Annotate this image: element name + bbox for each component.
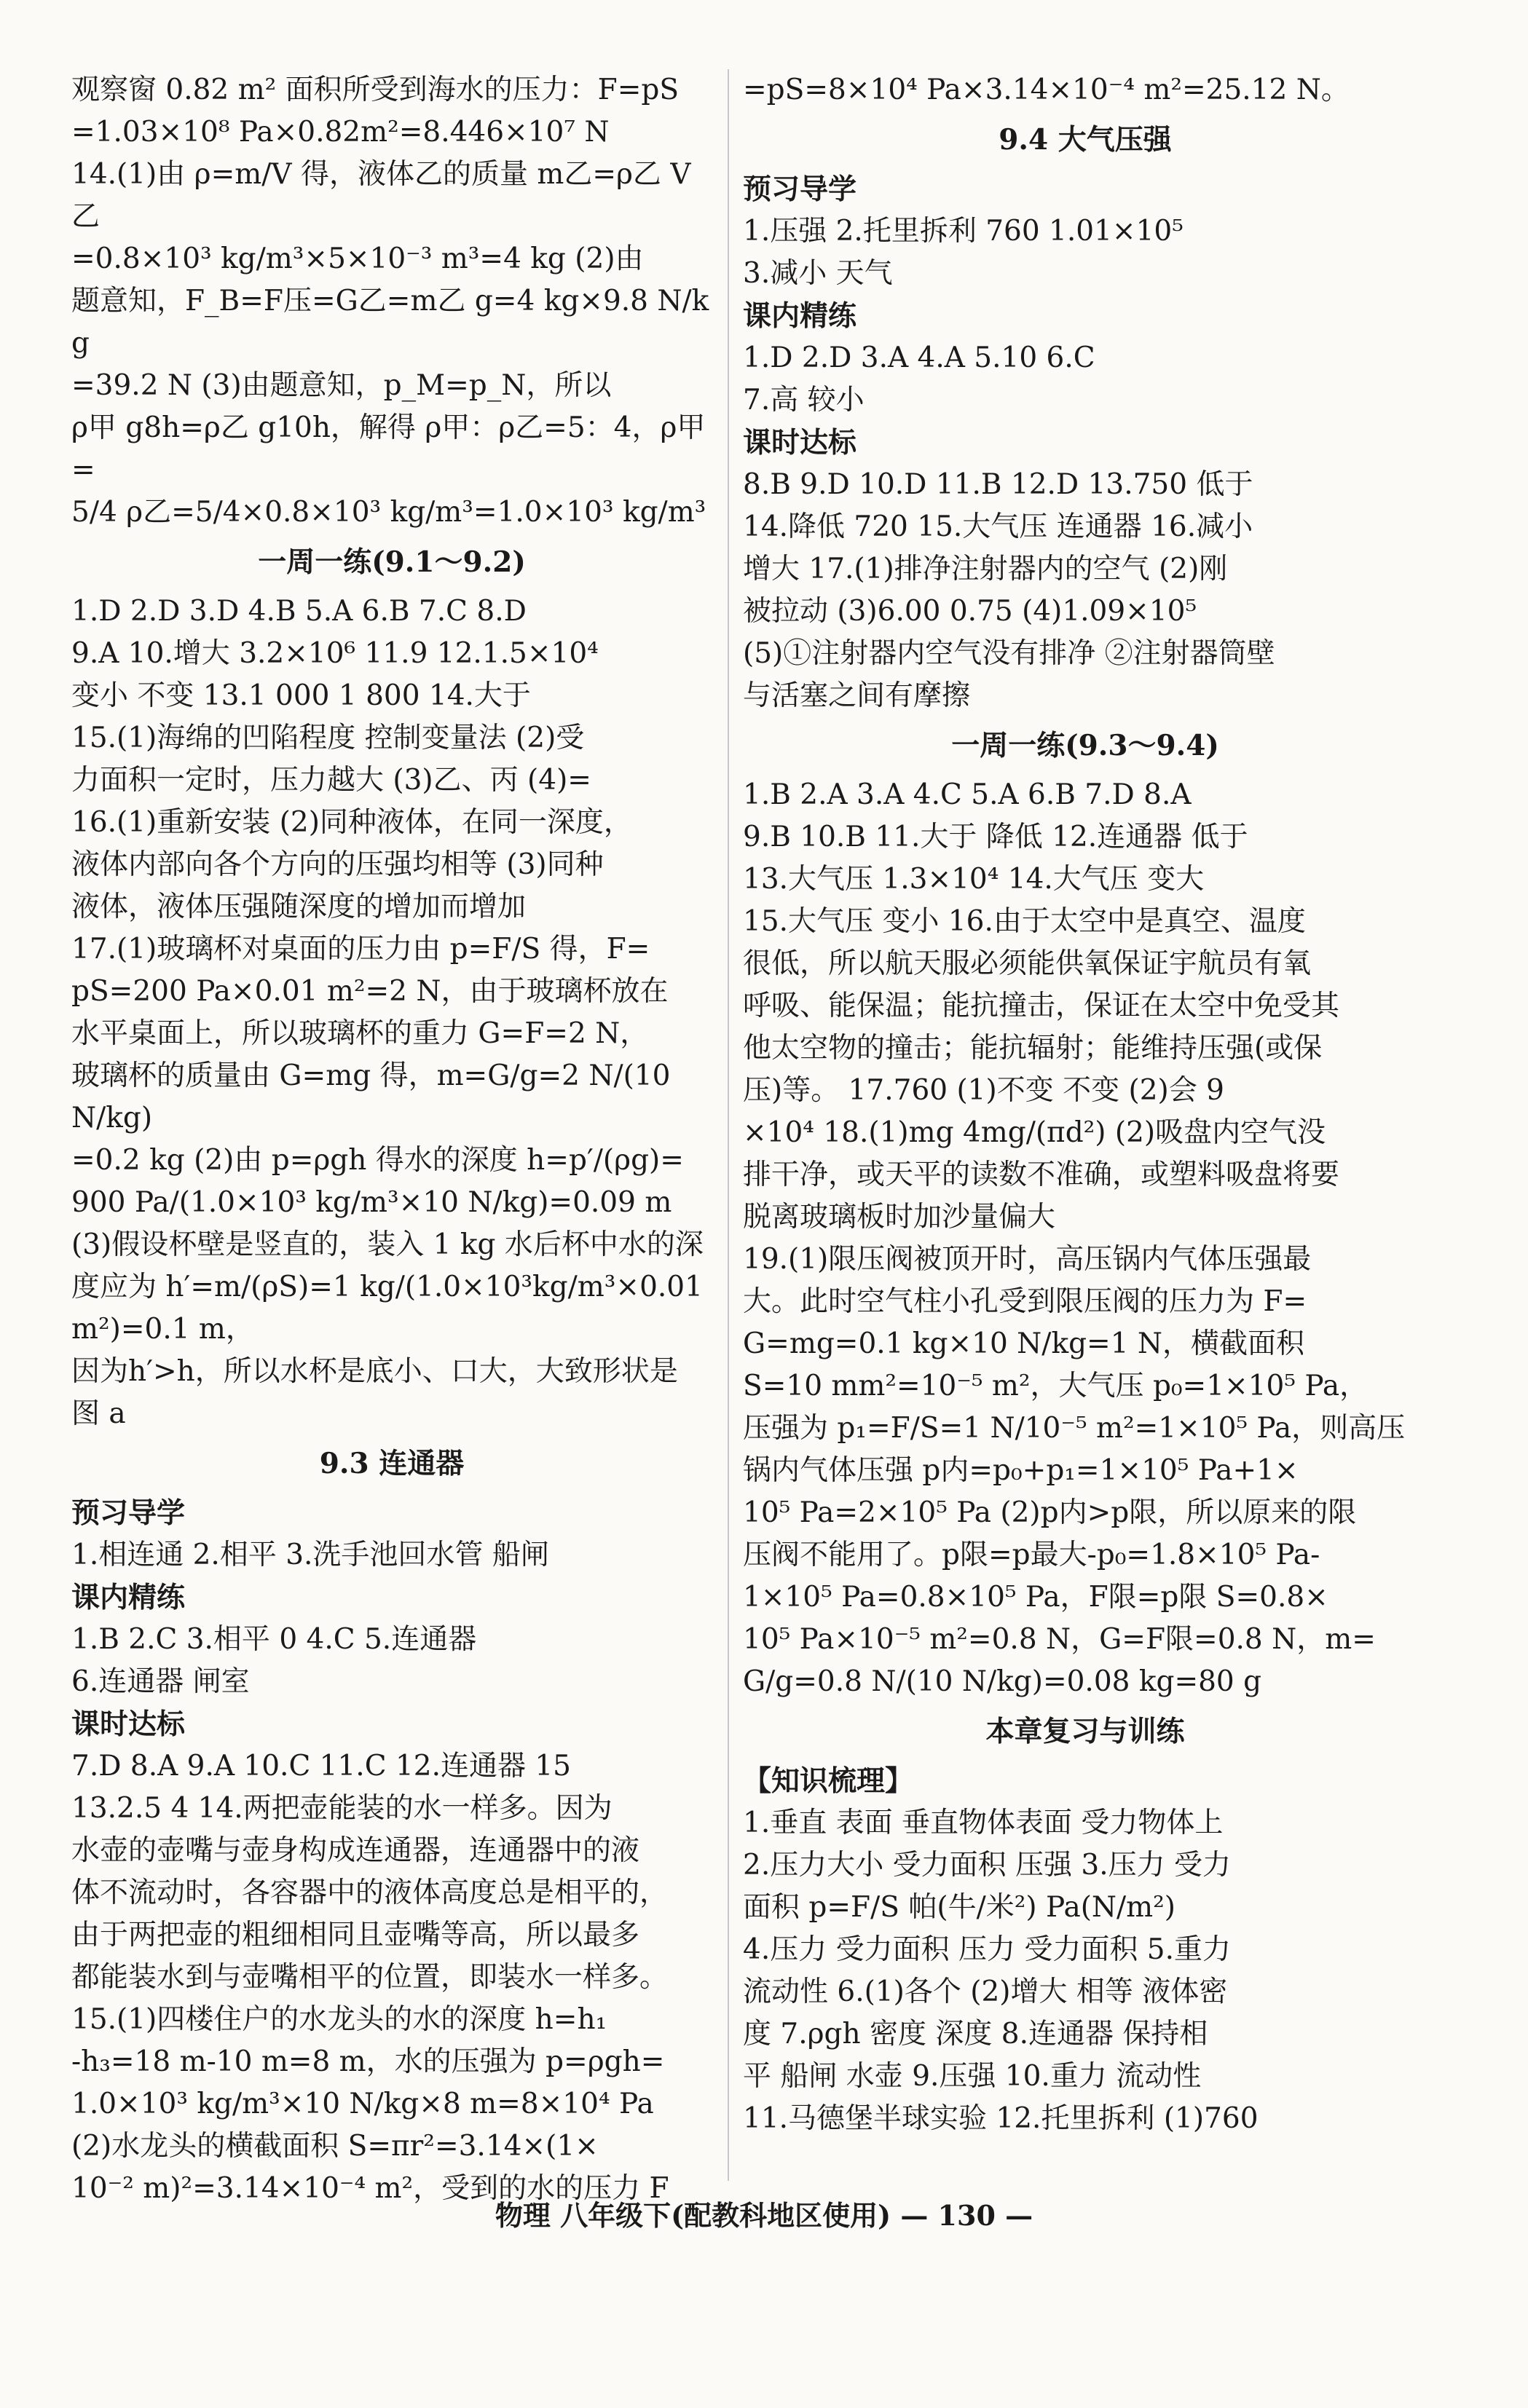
text-line: 15.(1)四楼住户的水龙头的水的深度 h=h₁ (71, 2003, 607, 2036)
text-line: =39.2 N (3)由题意知，p_M=p_N，所以 (71, 369, 612, 402)
text-line: 1×10⁵ Pa=0.8×10⁵ Pa，F限=p限 S=0.8× (743, 1581, 1328, 1614)
text-line: 大。此时空气柱小孔受到限压阀的压力为 F= (743, 1285, 1307, 1318)
text-line: 液体内部向各个方向的压强均相等 (3)同种 (71, 848, 604, 881)
column-divider (728, 69, 729, 2181)
text-line: 7.高 较小 (743, 384, 865, 417)
text-line: 压阀不能用了。p限=p最大-p₀=1.8×10⁵ Pa- (743, 1539, 1320, 1571)
text-line: 流动性 6.(1)各个 (2)增大 相等 液体密 (743, 1975, 1228, 2008)
text-line: 他太空物的撞击；能抗辐射；能维持压强(或保 (743, 1032, 1323, 1065)
text-line: 16.(1)重新安装 (2)同种液体，在同一深度， (71, 806, 632, 839)
text-line: 8.B 9.D 10.D 11.B 12.D 13.750 低于 (743, 468, 1253, 501)
text-line: 呼吸、能保温；能抗撞击，保证在太空中免受其 (743, 990, 1340, 1022)
text-line: 液体，液体压强随深度的增加而增加 (71, 891, 527, 923)
left-column (71, 69, 712, 2210)
text-line: 9.B 10.B 11.大于 降低 12.连通器 低于 (743, 821, 1248, 853)
text-line: 很低，所以航天服必须能供氧保证宇航员有氧 (743, 947, 1312, 980)
text-line: 因为h′>h，所以水杯是底小、口大，大致形状是 (71, 1355, 678, 1388)
text-line: 压强为 p₁=F/S=1 N/10⁻⁵ m²=1×10⁵ Pa，则高压 (743, 1412, 1406, 1445)
text-line: (5)①注射器内空气没有排净 ②注射器筒壁 (743, 637, 1275, 670)
text-line: S=10 mm²=10⁻⁵ m²，大气压 p₀=1×10⁵ Pa， (743, 1370, 1368, 1402)
section-title: 9.4 大气压强 (999, 123, 1172, 157)
text-line: 14.(1)由 ρ=m/V 得，液体乙的质量 m乙=ρ乙 V乙 (71, 158, 691, 233)
text-line: 体不流动时，各容器中的液体高度总是相平的， (71, 1876, 669, 1909)
text-line: 1.D 2.D 3.D 4.B 5.A 6.B 7.C 8.D (71, 595, 527, 628)
text-line: 脱离玻璃板时加沙量偏大 (743, 1201, 1056, 1233)
text-line: 19.(1)限压阀被顶开时，高压锅内气体压强最 (743, 1243, 1312, 1276)
subsection-title: 预习导学 (743, 173, 857, 206)
text-line: 3.减小 天气 (743, 257, 893, 290)
right-column (743, 69, 1427, 2140)
text-line: 与活塞之间有摩擦 (743, 679, 971, 712)
text-line: 11.马德堡半球实验 12.托里拆利 (1)760 (743, 2102, 1259, 2135)
text-line: 题意知，F_B=F压=G乙=m乙 g=4 kg×9.8 N/kg (71, 285, 709, 360)
text-line: 4.压力 受力面积 压力 受力面积 5.重力 (743, 1933, 1232, 1966)
text-line: 5/4 ρ乙=5/4×0.8×10³ kg/m³=1.0×10³ kg/m³ (71, 496, 706, 529)
text-line: 900 Pa/(1.0×10³ kg/m³×10 N/kg)=0.09 m (71, 1186, 672, 1219)
text-line: 增大 17.(1)排净注射器内的空气 (2)刚 (743, 553, 1228, 585)
subsection-title: 【知识梳理】 (743, 1764, 914, 1798)
text-line: 力面积一定时，压力越大 (3)乙、丙 (4)= (71, 764, 591, 797)
text-line: 锅内气体压强 p内=p₀+p₁=1×10⁵ Pa+1× (743, 1454, 1299, 1487)
text-line: 1.0×10³ kg/m³×10 N/kg×8 m=8×10⁴ Pa (71, 2088, 654, 2120)
text-line: 水平桌面上，所以玻璃杯的重力 G=F=2 N， (71, 1017, 649, 1050)
text-line: 由于两把壶的粗细相同且壶嘴等高，所以最多 (71, 1919, 640, 1951)
text-line: 7.D 8.A 9.A 10.C 11.C 12.连通器 15 (71, 1750, 571, 1783)
section-title: 一周一练(9.3～9.4) (951, 729, 1219, 762)
text-line: 度应为 h′=m/(ρS)=1 kg/(1.0×10³kg/m³×0.01m²)=0.1 m， (71, 1271, 703, 1346)
subsection-title: 课内精练 (71, 1581, 186, 1614)
text-line: 15.大气压 变小 16.由于太空中是真空、温度 (743, 905, 1306, 938)
text-line: =0.2 kg (2)由 p=ρgh 得水的深度 h=p′/(ρg)= (71, 1144, 684, 1177)
text-line: 15.(1)海绵的凹陷程度 控制变量法 (2)受 (71, 722, 585, 754)
text-line: 变小 不变 13.1 000 1 800 14.大于 (71, 679, 531, 712)
text-line: 1.垂直 表面 垂直物体表面 受力物体上 (743, 1807, 1224, 1839)
section-title: 9.3 连通器 (319, 1447, 465, 1480)
text-line: 9.A 10.增大 3.2×10⁶ 11.9 12.1.5×10⁴ (71, 637, 599, 670)
text-line: 10⁵ Pa×10⁻⁵ m²=0.8 N，G=F限=0.8 N，m= (743, 1623, 1376, 1656)
text-line: 水壶的壶嘴与壶身构成连通器，连通器中的液 (71, 1834, 640, 1867)
text-line: ρ甲 g8h=ρ乙 g10h，解得 ρ甲：ρ乙=5：4，ρ甲= (71, 411, 706, 486)
text-line: 玻璃杯的质量由 G=mg 得，m=G/g=2 N/(10 N/kg) (71, 1059, 680, 1134)
text-line: 1.D 2.D 3.A 4.A 5.10 6.C (743, 342, 1095, 374)
text-line: 1.B 2.C 3.相平 0 4.C 5.连通器 (71, 1623, 477, 1656)
text-line: G/g=0.8 N/(10 N/kg)=0.08 kg=80 g (743, 1665, 1262, 1698)
text-line: 平 船闸 水壶 9.压强 10.重力 流动性 (743, 2060, 1202, 2093)
text-line: 1.B 2.A 3.A 4.C 5.A 6.B 7.D 8.A (743, 778, 1192, 811)
text-line: 压)等。 17.760 (1)不变 不变 (2)会 9 (743, 1074, 1224, 1107)
text-line: =1.03×10⁸ Pa×0.82m²=8.446×10⁷ N (71, 116, 610, 149)
text-line: 14.降低 720 15.大气压 连通器 16.减小 (743, 510, 1253, 543)
subsection-title: 课时达标 (71, 1708, 186, 1741)
text-line: 度 7.ρgh 密度 深度 8.连通器 保持相 (743, 2018, 1208, 2050)
text-line: 面积 p=F/S 帕(牛/米²) Pa(N/m²) (743, 1891, 1176, 1924)
text-line: 1.相连通 2.相平 3.洗手池回水管 船闸 (71, 1539, 549, 1571)
text-line: 13.大气压 1.3×10⁴ 14.大气压 变大 (743, 863, 1205, 896)
text-line: 2.压力大小 受力面积 压强 3.压力 受力 (743, 1849, 1232, 1882)
text-line: 1.压强 2.托里拆利 760 1.01×10⁵ (743, 215, 1184, 248)
text-line: 排干净，或天平的读数不准确，或塑料吸盘将要 (743, 1158, 1340, 1191)
subsection-title: 课时达标 (743, 426, 857, 459)
text-line: 10⁻² m)²=3.14×10⁻⁴ m²，受到的水的压力 F (71, 2172, 669, 2205)
text-line: 17.(1)玻璃杯对桌面的压力由 p=F/S 得，F= (71, 933, 650, 966)
text-line: =0.8×10³ kg/m³×5×10⁻³ m³=4 kg (2)由 (71, 242, 644, 275)
text-line: G=mg=0.1 kg×10 N/kg=1 N，横截面积 (743, 1327, 1305, 1360)
text-line: (2)水龙头的横截面积 S=πr²=3.14×(1× (71, 2130, 599, 2163)
text-line: 13.2.5 4 14.两把壶能装的水一样多。因为 (71, 1792, 613, 1825)
text-line: pS=200 Pa×0.01 m²=2 N，由于玻璃杯放在 (71, 975, 669, 1008)
section-title: 本章复习与训练 (985, 1715, 1185, 1748)
text-line: =pS=8×10⁴ Pa×3.14×10⁻⁴ m²=25.12 N。 (743, 74, 1350, 106)
footer-label: 物理 八年级下(配教科地区使用) (495, 2199, 891, 2232)
text-line: 图 a (71, 1397, 126, 1430)
text-line: 被拉动 (3)6.00 0.75 (4)1.09×10⁵ (743, 595, 1197, 628)
text-line: 10⁵ Pa=2×10⁵ Pa (2)p内>p限，所以原来的限 (743, 1496, 1357, 1529)
text-line: 都能装水到与壶嘴相平的位置，即装水一样多。 (71, 1961, 669, 1994)
text-line: 观察窗 0.82 m² 面积所受到海水的压力：F=pS (71, 74, 680, 106)
text-line: (3)假设杯壁是竖直的，装入 1 kg 水后杯中水的深 (71, 1228, 704, 1261)
text-line: ×10⁴ 18.(1)mg 4mg/(πd²) (2)吸盘内空气没 (743, 1116, 1326, 1149)
page-footer (0, 2193, 1528, 2233)
subsection-title: 课内精练 (743, 299, 857, 333)
subsection-title: 预习导学 (71, 1496, 186, 1530)
section-title: 一周一练(9.1～9.2) (258, 545, 526, 579)
text-line: 6.连通器 闸室 (71, 1665, 250, 1698)
text-line: -h₃=18 m-10 m=8 m，水的压强为 p=ρgh= (71, 2045, 665, 2078)
page-number: — 130 — (900, 2199, 1033, 2232)
